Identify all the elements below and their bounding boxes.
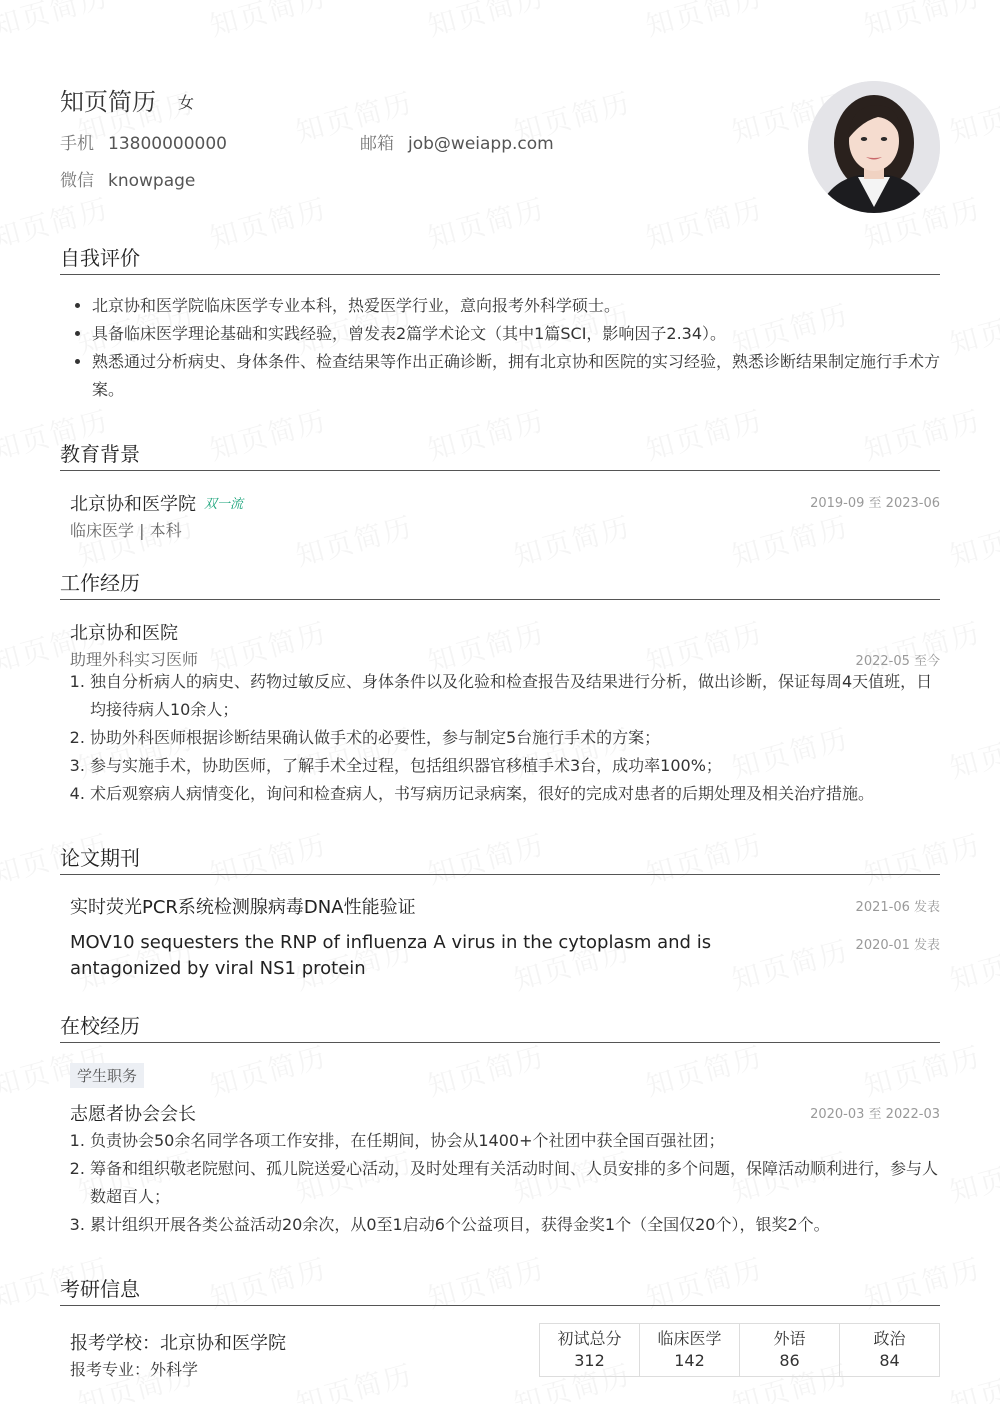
work-date: 2022-05 至今 bbox=[855, 654, 940, 669]
watermark-text bbox=[205, 823, 331, 893]
section-title-campus: 在校经历 bbox=[60, 1014, 140, 1038]
exam-score-table bbox=[539, 1323, 940, 1377]
watermark-text bbox=[859, 1247, 985, 1317]
watermark-text bbox=[859, 1035, 985, 1105]
email-value[interactable]: job@weiapp.com bbox=[408, 134, 554, 154]
section-divider bbox=[60, 1042, 940, 1043]
paper-date: 2020-01 发表 bbox=[855, 938, 940, 953]
exam-school: 报考学校：北京协和医学院 bbox=[70, 1333, 286, 1354]
watermark-text bbox=[641, 399, 767, 469]
list-item: 3. 累计组织开展各类公益活动20余次，从0至1启动6个公益项目，获得金奖1个（全国仅20个），银奖2个。 bbox=[90, 1211, 940, 1239]
phone-info bbox=[60, 129, 227, 154]
watermark-text bbox=[641, 1247, 767, 1317]
list-item: 2. 筹备和组织敬老院慰问、孤儿院送爱心活动，及时处理有关活动时间、人员安排的多个问题，保障活动顺利进行，参与人数超百人； bbox=[90, 1155, 940, 1211]
watermark-text bbox=[205, 399, 331, 469]
section-divider bbox=[60, 274, 940, 275]
campus-role: 志愿者协会会长 bbox=[70, 1104, 196, 1125]
list-item: • 北京协和医学院临床医学专业本科，热爱医学行业，意向报考外科学硕士。 bbox=[92, 292, 940, 320]
list-item: 1. 负责协会50余名同学各项工作安排，在任期间，协会从1400+个社团中获全国百强社团； bbox=[90, 1127, 940, 1155]
list-item: • 熟悉通过分析病史、身体条件、检查结果等作出正确诊断，拥有北京协和医院的实习经验，熟悉诊断结果制定施行手术方案。 bbox=[92, 348, 940, 404]
education-major: 临床医学 | 本科 bbox=[70, 521, 182, 540]
phone-value: 13800000000 bbox=[108, 134, 227, 154]
watermark-text bbox=[205, 1035, 331, 1105]
score-cell bbox=[740, 1324, 840, 1377]
section-title-exam: 考研信息 bbox=[60, 1277, 140, 1301]
work-role: 助理外科实习医师 bbox=[70, 650, 199, 669]
phone-label: 手机 bbox=[60, 134, 94, 154]
score-label: 临床医学 bbox=[657, 1329, 722, 1348]
score-value: 84 bbox=[879, 1351, 900, 1370]
watermark-text bbox=[641, 823, 767, 893]
score-value: 142 bbox=[674, 1351, 705, 1370]
watermark-text bbox=[423, 1035, 549, 1105]
paper-title: MOV10 sequesters the RNP of influenza A virus in the cytoplasm and is antagonized by viral NS1 protein bbox=[70, 932, 712, 979]
wechat-label: 微信 bbox=[60, 171, 94, 191]
avatar-photo bbox=[808, 81, 940, 213]
score-value: 312 bbox=[574, 1351, 605, 1370]
watermark-text bbox=[205, 1247, 331, 1317]
watermark-text bbox=[945, 717, 1000, 787]
email-label: 邮箱 bbox=[360, 134, 394, 154]
section-divider bbox=[60, 470, 940, 471]
education-date: 2019-09 至 2023-06 bbox=[810, 496, 940, 511]
watermark-text bbox=[509, 505, 635, 575]
work-company: 北京协和医院 bbox=[70, 623, 178, 644]
list-item: 4. 术后观察病人病情变化，询问和检查病人，书写病历记录病案，很好的完成对患者的后期处理及相关治疗措施。 bbox=[90, 780, 940, 808]
section-divider bbox=[60, 874, 940, 875]
watermark-text bbox=[641, 187, 767, 257]
watermark-text bbox=[423, 399, 549, 469]
watermark-text bbox=[945, 1141, 1000, 1211]
score-label: 初试总分 bbox=[557, 1329, 622, 1348]
wechat-value: knowpage bbox=[108, 171, 196, 191]
self-eval-list bbox=[60, 292, 940, 404]
list-item: • 具备临床医学理论基础和实践经验，曾发表2篇学术论文（其中1篇SCI，影响因子2.34）。 bbox=[92, 320, 940, 348]
score-label: 外语 bbox=[773, 1329, 806, 1348]
watermark-text bbox=[945, 505, 1000, 575]
score-value: 86 bbox=[779, 1351, 800, 1370]
watermark-text bbox=[641, 0, 767, 45]
campus-category-badge: 学生职务 bbox=[70, 1063, 144, 1088]
watermark-text bbox=[423, 187, 549, 257]
watermark-text bbox=[291, 1353, 417, 1404]
paper-date: 2021-06 发表 bbox=[855, 900, 940, 915]
watermark-text bbox=[859, 0, 985, 45]
section-title-work: 工作经历 bbox=[60, 571, 140, 595]
score-cell bbox=[840, 1324, 940, 1377]
watermark-text bbox=[859, 823, 985, 893]
paper-title: 实时荧光PCR系统检测腺病毒DNA性能验证 bbox=[70, 897, 416, 918]
section-divider bbox=[60, 599, 940, 600]
watermark-text bbox=[641, 1035, 767, 1105]
candidate-name: 知页简历 bbox=[60, 88, 156, 116]
campus-date: 2020-03 至 2022-03 bbox=[810, 1107, 940, 1122]
campus-duty-list bbox=[60, 1127, 940, 1239]
exam-major: 报考专业：外科学 bbox=[70, 1360, 199, 1379]
watermark-text bbox=[859, 399, 985, 469]
list-item: 2. 协助外科医师根据诊断结果确认做手术的必要性，参与制定5台施行手术的方案； bbox=[90, 724, 940, 752]
portrait-icon bbox=[808, 81, 940, 213]
watermark-text bbox=[945, 929, 1000, 999]
watermark-text bbox=[205, 0, 331, 45]
watermark-text bbox=[423, 823, 549, 893]
watermark-text bbox=[0, 0, 113, 45]
watermark-text bbox=[945, 81, 1000, 151]
watermark-text bbox=[727, 505, 853, 575]
watermark-text bbox=[945, 293, 1000, 363]
email-info bbox=[360, 129, 554, 154]
education-school: 北京协和医学院 bbox=[70, 494, 196, 515]
score-cell bbox=[640, 1324, 740, 1377]
candidate-gender: 女 bbox=[178, 93, 195, 112]
school-tag: 双一流 bbox=[204, 497, 244, 512]
wechat-info bbox=[60, 166, 195, 191]
score-cell bbox=[540, 1324, 640, 1377]
section-title-papers: 论文期刊 bbox=[60, 846, 140, 870]
section-title-education: 教育背景 bbox=[60, 442, 140, 466]
work-duty-list bbox=[60, 668, 940, 808]
list-item: 3. 参与实施手术，协助医师，了解手术全过程，包括组织器官移植手术3台，成功率100%； bbox=[90, 752, 940, 780]
watermark-text bbox=[945, 1353, 1000, 1404]
watermark-text bbox=[291, 505, 417, 575]
watermark-text bbox=[423, 1247, 549, 1317]
score-label: 政治 bbox=[873, 1329, 906, 1348]
watermark-text bbox=[423, 0, 549, 45]
section-divider bbox=[60, 1305, 940, 1306]
list-item: 1. 独自分析病人的病史、药物过敏反应、身体条件以及化验和检查报告及结果进行分析，做出诊断，保证每周4天值班，日均接待病人10余人； bbox=[90, 668, 940, 724]
section-title-self-eval: 自我评价 bbox=[60, 246, 140, 270]
watermark-text bbox=[205, 187, 331, 257]
